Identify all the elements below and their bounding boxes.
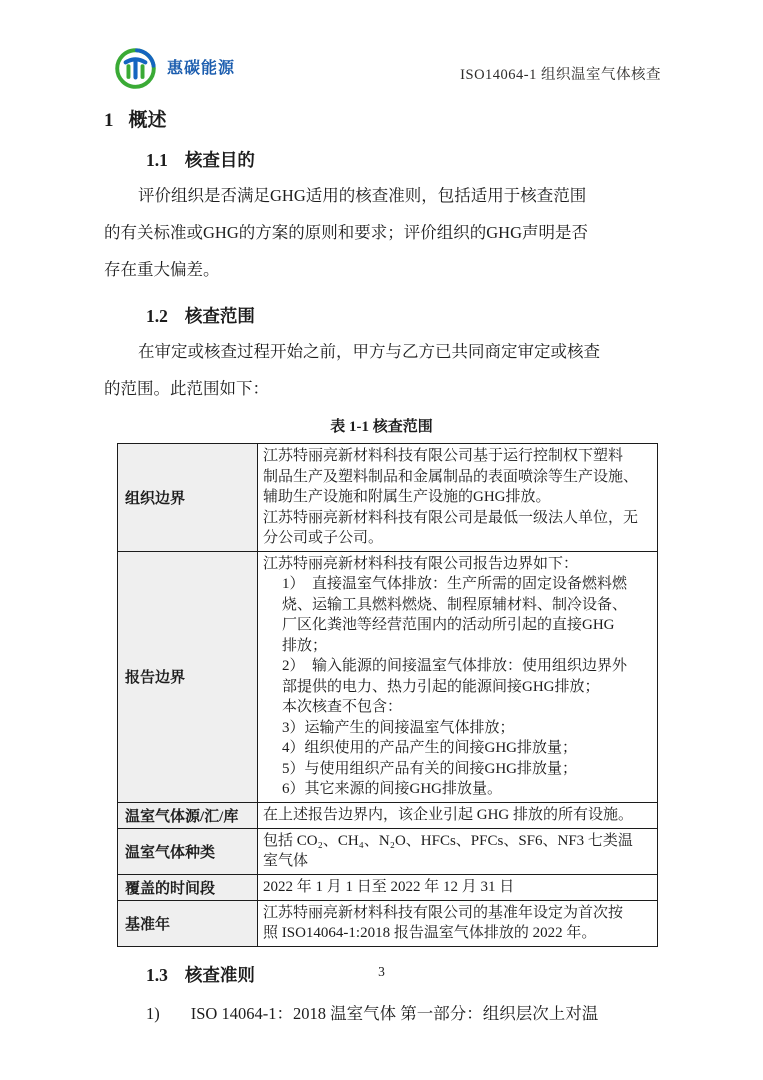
text-line: 5）与使用组织产品有关的间接GHG排放量； <box>282 760 577 777</box>
heading-number: 1.3 <box>146 964 168 985</box>
row-label: 温室气体源/汇/库 <box>118 802 258 828</box>
row-content <box>258 874 658 900</box>
text-line: 2022 年 1 月 1 日至 2022 年 12 月 31 日 <box>263 878 515 895</box>
text-line: 6）其它来源的间接GHG排放量。 <box>282 781 502 797</box>
heading-title: 核查范围 <box>184 306 255 326</box>
page-header <box>113 46 661 91</box>
text-line: 存在重大偏差。 <box>104 260 220 279</box>
table-row <box>118 874 658 900</box>
page-number: 3 <box>378 964 385 979</box>
brand-name: 惠碳能源 <box>167 60 236 77</box>
row-content <box>258 802 658 828</box>
text-line: 在审定或核查过程开始之前，甲方与乙方已共同商定审定或核查 <box>138 342 600 361</box>
row-label: 报告边界 <box>118 551 258 802</box>
text-line: 江苏特丽亮新材料科技有限公司基于运行控制权下塑料 <box>263 448 624 464</box>
table-row <box>118 802 658 828</box>
row-label: 基准年 <box>118 900 258 946</box>
text-line: 1） 直接温室气体排放：生产所需的固定设备燃料燃 <box>282 576 628 592</box>
text-line: 的有关标准或GHG的方案的原则和要求；评价组织的GHG声明是否 <box>104 223 588 242</box>
heading-number: 1.2 <box>146 306 168 326</box>
text-line: 江苏特丽亮新材料科技有限公司报告边界如下： <box>263 555 579 572</box>
section-heading-1-1 <box>146 147 661 172</box>
text-line: 辅助生产设施和附属生产设施的GHG排放。 <box>263 489 551 505</box>
text-line: 的范围。此范围如下： <box>104 379 269 398</box>
text-line: 2） 输入能源的间接温室气体排放：使用组织边界外 <box>282 658 628 674</box>
text-line: 排放； <box>282 637 328 654</box>
row-content <box>258 551 658 802</box>
text-line: 照 ISO14064-1:2018 报告温室气体排放的 2022 年。 <box>263 925 597 941</box>
document-header-title: ISO14064-1 组织温室气体核查 <box>460 67 661 83</box>
text-line: 烧、运输工具燃料燃烧、制程原辅材料、制冷设备、 <box>282 596 628 613</box>
text-line: 分公司或子公司。 <box>263 530 384 546</box>
table-row <box>118 828 658 874</box>
text-line: 在上述报告边界内，该企业引起 GHG 排放的所有设施。 <box>263 806 633 823</box>
text-line: 3）运输产生的间接温室气体排放； <box>282 719 515 736</box>
huitan-energy-logo-icon <box>113 46 158 91</box>
list-item-number: 1) <box>146 1003 160 1023</box>
row-label: 组织边界 <box>118 444 258 552</box>
scope-table-body <box>118 444 658 947</box>
text-line: 室气体 <box>263 853 309 869</box>
row-content <box>258 828 658 874</box>
text-line: 厂区化粪池等经营范围内的活动所引起的直接GHG <box>282 617 615 633</box>
table-row <box>118 444 658 552</box>
text-line: 包括 CO₂、CH₄、N₂O、HFCs、PFCs、SF6、NF3 七类温 <box>263 832 633 849</box>
heading-number: 1.1 <box>146 150 168 170</box>
row-label: 覆盖的时间段 <box>118 874 258 900</box>
heading-title: 核查准则 <box>184 964 255 985</box>
heading-number: 1 <box>104 110 114 131</box>
list-item-text: ISO 14064-1：2018 温室气体 第一部分：组织层次上对温 <box>190 1003 599 1023</box>
paragraph-verification-scope <box>104 333 663 407</box>
table-row <box>118 900 658 946</box>
text-line: 江苏特丽亮新材料科技有限公司的基准年设定为首次按 <box>263 904 624 921</box>
criteria-list-item <box>146 997 661 1031</box>
section-heading-overview <box>104 105 661 132</box>
section-heading-1-2 <box>146 303 661 328</box>
row-label: 温室气体种类 <box>118 828 258 874</box>
text-line: 4）组织使用的产品产生的间接GHG排放量； <box>282 740 577 756</box>
heading-title: 核查目的 <box>184 150 255 170</box>
paragraph-verification-purpose <box>104 177 663 288</box>
row-content <box>258 900 658 946</box>
table-row <box>118 551 658 802</box>
text-line: 江苏特丽亮新材料科技有限公司是最低一级法人单位，无 <box>263 509 639 526</box>
verification-scope-table <box>117 443 658 947</box>
text-line: 制品生产及塑料制品和金属制品的表面喷涂等生产设施、 <box>263 468 639 485</box>
brand <box>113 46 235 91</box>
text-line: 评价组织是否满足GHG适用的核查准则，包括适用于核查范围 <box>138 186 587 205</box>
table-caption: 表 1-1 核查范围 <box>330 419 433 435</box>
heading-title: 概述 <box>128 110 167 131</box>
row-content <box>258 444 658 552</box>
text-line: 本次核查不包含： <box>282 699 403 715</box>
text-line: 部提供的电力、热力引起的能源间接GHG排放； <box>282 678 600 695</box>
